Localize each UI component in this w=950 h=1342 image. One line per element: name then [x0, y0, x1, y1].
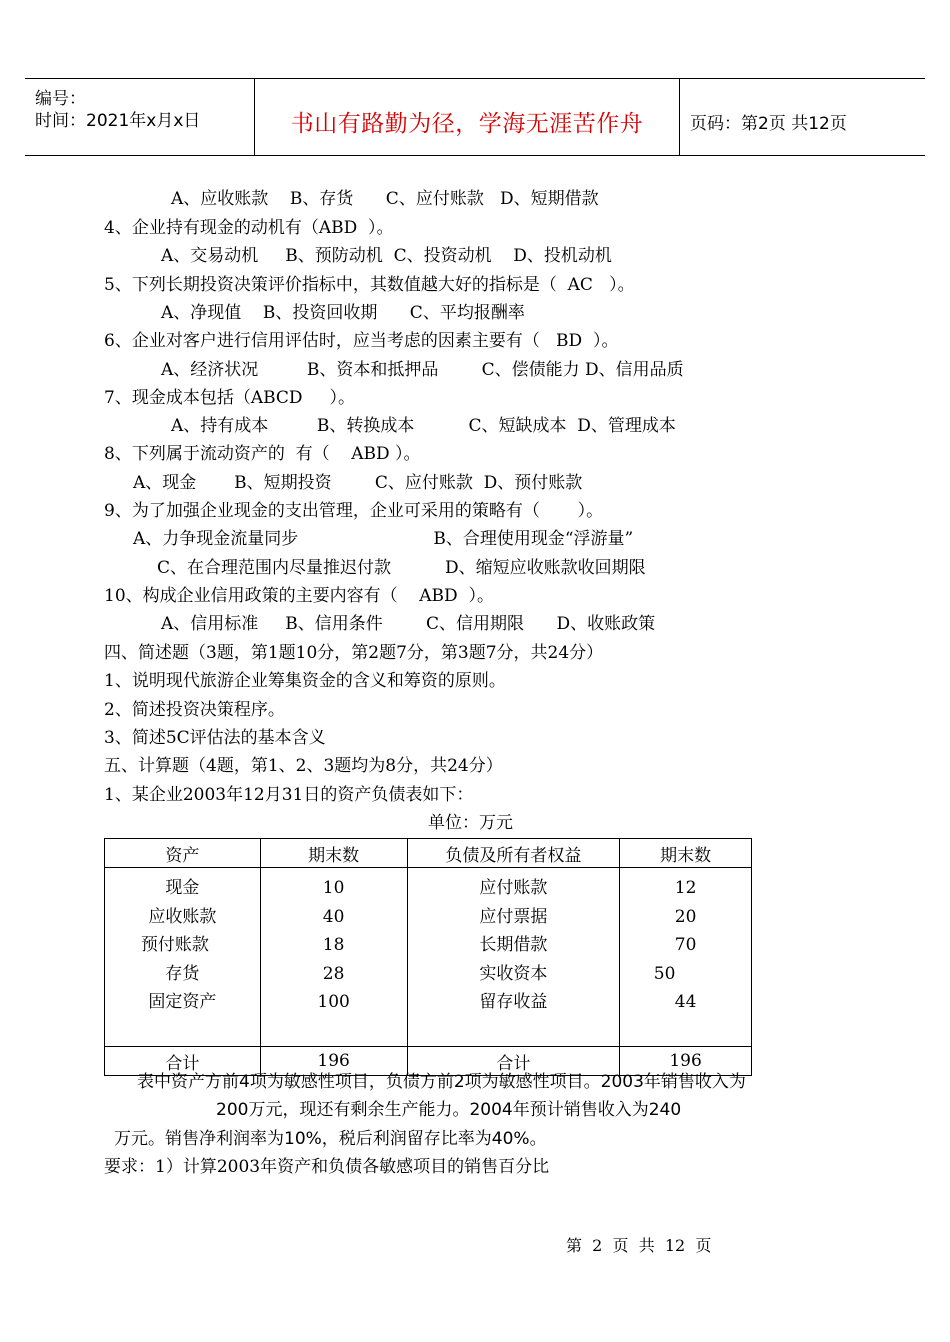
- paragraph-line-3: 万元。销售净利润率为10%，税后利润留存比率为40%。: [114, 1129, 547, 1149]
- liabilities-column: [407, 868, 620, 1047]
- header-asset-amount: 期末数: [260, 839, 407, 868]
- liability-value: 20: [674, 906, 697, 927]
- question-5: 5、下列长期投资决策评价指标中，其数值越大好的指标是（ AC ）。: [104, 275, 635, 295]
- requirement-line: 要求：1）计算2003年资产和负债各敏感项目的销售百分比: [104, 1157, 550, 1177]
- equity-retained-earnings: 留存收益: [479, 992, 548, 1012]
- liability-value: 44: [674, 992, 697, 1012]
- asset-receivables: 应收账款: [148, 906, 217, 927]
- header-assets: 资产: [105, 839, 261, 868]
- question-10: 10、构成企业信用政策的主要内容有（ ABD ）。: [104, 586, 494, 606]
- asset-value: 28: [322, 963, 345, 984]
- header-liabilities: 负债及所有者权益: [407, 839, 620, 868]
- liability-value: 12: [674, 878, 697, 898]
- liability-value: 50: [653, 963, 676, 984]
- liability-long-term-loans: 长期借款: [479, 935, 548, 955]
- q10-options: A、信用标准 B、信用条件 C、信用期限 D、收账政策: [161, 614, 656, 634]
- question-7: 7、现金成本包括（ABCD ）。: [104, 388, 356, 408]
- paragraph-line-1: 表中资产方前4项为敏感性项目，负债方前2项为敏感性项目。2003年销售收入为: [137, 1072, 746, 1092]
- unit-label: 单位：万元: [428, 813, 513, 833]
- liability-notes: 应付票据: [479, 906, 548, 927]
- short-answer-3: 3、简述5C评估法的基本含义: [104, 728, 326, 748]
- equity-paid-in-capital: 实收资本: [479, 963, 548, 984]
- balance-sheet-table: [104, 838, 752, 1076]
- document-time-label: 时间：2021年x月x日: [35, 111, 201, 131]
- asset-prepayments: 预付账款: [140, 935, 209, 955]
- motto-text: 书山有路勤为径，学海无涯苦作舟: [290, 111, 644, 137]
- total-assets: 196: [260, 1047, 407, 1076]
- document-number-label: 编号：: [35, 89, 86, 109]
- q9-options-row1: A、力争现金流量同步 B、合理使用现金“浮游量”: [133, 529, 634, 549]
- q8-options: A、现金 B、短期投资 C、应付账款 D、预付账款: [133, 473, 583, 493]
- liability-value: 70: [674, 935, 697, 955]
- q7-options: A、持有成本 B、转换成本 C、短缺成本 D、管理成本: [171, 416, 676, 436]
- liability-values-column: [620, 868, 752, 1047]
- question-9: 9、为了加强企业现金的支出管理，企业可采用的策略有（ ）。: [104, 501, 604, 521]
- q3-options: A、应收账款 B、存货 C、应付账款 D、短期借款: [171, 189, 599, 209]
- total-label-right: 合计: [407, 1047, 620, 1076]
- question-6: 6、企业对客户进行信用评估时，应当考虑的因素主要有（ BD ）。: [104, 331, 619, 351]
- section-5-heading: 五、计算题（4题，第1、2、3题均为8分，共24分）: [104, 756, 503, 776]
- paragraph-line-2: 200万元，现还有剩余生产能力。2004年预计销售收入为240: [216, 1100, 682, 1120]
- q9-options-row2: C、在合理范围内尽量推迟付款 D、缩短应收账款收回期限: [157, 558, 646, 578]
- header-left-cell: [25, 79, 255, 155]
- asset-value: 10: [322, 878, 345, 898]
- asset-inventory: 存货: [165, 963, 200, 984]
- calc-question-1: 1、某企业2003年12月31日的资产负债表如下：: [104, 785, 474, 805]
- asset-fixed: 固定资产: [148, 992, 217, 1012]
- q5-options: A、净现值 B、投资回收期 C、平均报酬率: [161, 303, 525, 323]
- liability-payables: 应付账款: [479, 878, 548, 898]
- page-info: 页码：第2页 共12页: [690, 114, 847, 134]
- total-label-left: 合计: [105, 1047, 261, 1076]
- section-4-heading: 四、简述题（3题，第1题10分，第2题7分，第3题7分，共24分）: [104, 643, 604, 663]
- short-answer-2: 2、简述投资决策程序。: [104, 700, 285, 720]
- assets-column: [105, 868, 261, 1047]
- page-header: [25, 78, 925, 156]
- asset-cash: 现金: [165, 878, 200, 898]
- short-answer-1: 1、说明现代旅游企业筹集资金的含义和筹资的原则。: [104, 671, 506, 691]
- asset-value: 100: [317, 992, 350, 1012]
- question-4: 4、企业持有现金的动机有（ABD ）。: [104, 218, 394, 238]
- table-body-row: [105, 868, 752, 1047]
- asset-value: 40: [322, 906, 345, 927]
- question-8: 8、下列属于流动资产的 有（ ABD ）。: [104, 444, 421, 464]
- table-header-row: [105, 839, 752, 868]
- asset-values-column: [260, 868, 407, 1047]
- page-footer: 第 2 页 共 12 页: [566, 1236, 712, 1255]
- header-motto-cell: [255, 79, 680, 155]
- asset-value: 18: [322, 935, 345, 955]
- header-liability-amount: 期末数: [620, 839, 752, 868]
- q4-options: A、交易动机 B、预防动机 C、投资动机 D、投机动机: [161, 246, 612, 266]
- header-page-cell: [680, 79, 925, 155]
- q6-options: A、经济状况 B、资本和抵押品 C、偿债能力 D、信用品质: [161, 360, 684, 380]
- total-liabilities: 196: [620, 1047, 752, 1076]
